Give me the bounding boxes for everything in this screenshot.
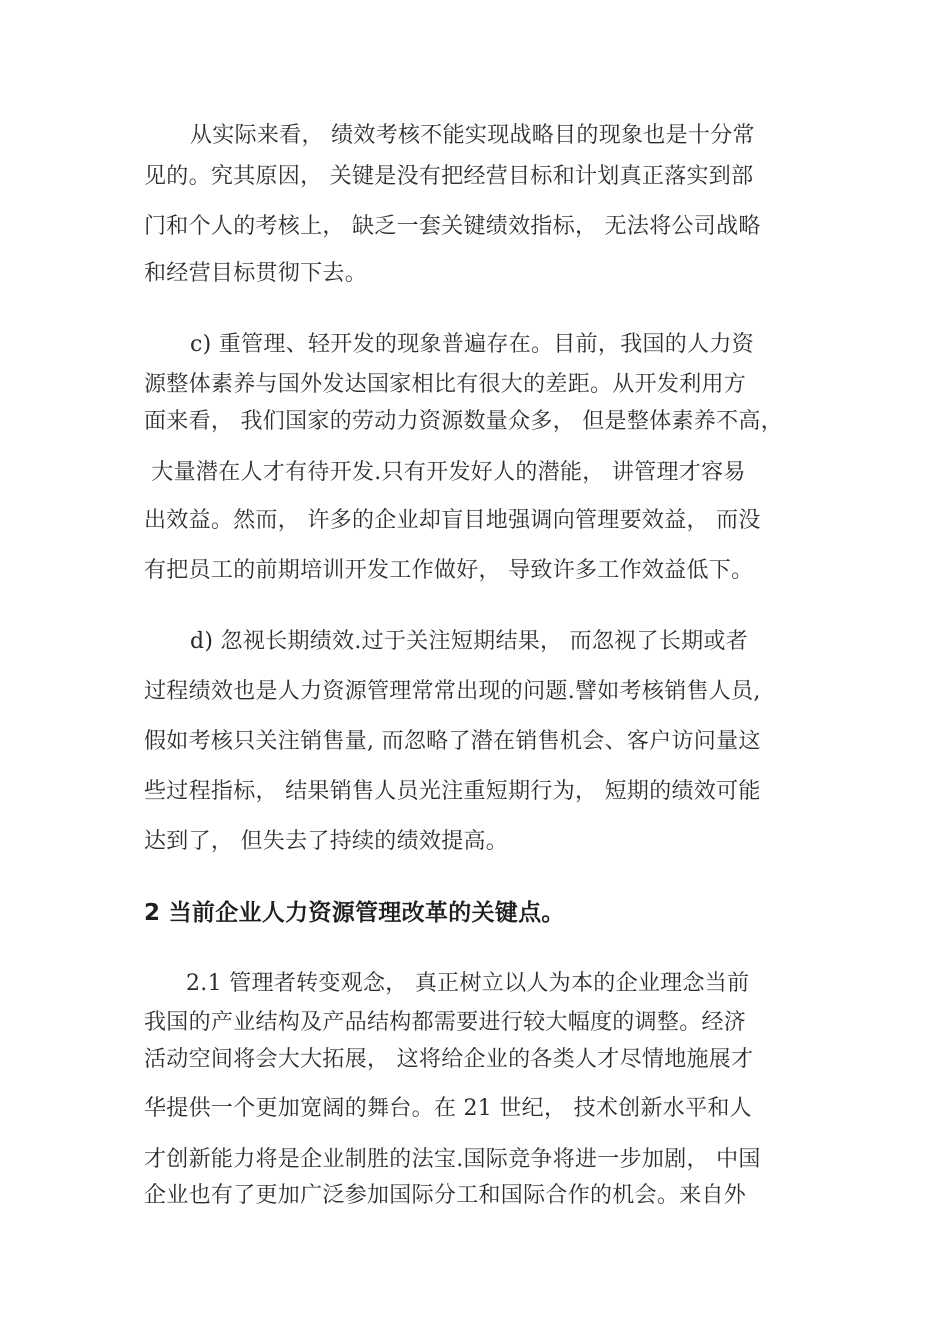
paragraph-line: 过程绩效也是人力资源管理常常出现的问题.譬如考核销售人员, xyxy=(144,679,761,704)
paragraph-line: 和经营目标贯彻下去。 xyxy=(144,261,368,286)
paragraph-line: 华提供一个更加宽阔的舞台。在 21 世纪， 技术创新水平和人 xyxy=(144,1096,752,1121)
paragraph-line: 些过程指标， 结果销售人员光注重短期行为， 短期的绩效可能 xyxy=(144,779,761,804)
paragraph-line: 企业也有了更加广泛参加国际分工和国际合作的机会。来自外 xyxy=(144,1183,747,1208)
paragraph-line: c) 重管理、轻开发的现象普遍存在。目前，我国的人力资 xyxy=(190,332,754,357)
paragraph-line: 源整体素养与国外发达国家相比有很大的差距。从开发利用方 xyxy=(144,372,747,397)
paragraph-line: 我国的产业结构及产品结构都需要进行较大幅度的调整。经济 xyxy=(144,1010,747,1035)
paragraph-line: 面来看， 我们国家的劳动力资源数量众多， 但是整体素养不高， xyxy=(144,409,783,434)
paragraph-line: 有把员工的前期培训开发工作做好， 导致许多工作效益低下。 xyxy=(144,558,754,583)
paragraph-line: 才创新能力将是企业制胜的法宝.国际竞争将进一步加剧， 中国 xyxy=(144,1147,761,1172)
paragraph-line: 门和个人的考核上， 缺乏一套关键绩效指标， 无法将公司战略 xyxy=(144,214,761,239)
paragraph-line: 假如考核只关注销售量, 而忽略了潜在销售机会、客户访问量这 xyxy=(144,729,761,754)
paragraph-line: 大量潜在人才有待开发.只有开发好人的潜能， 讲管理才容易 xyxy=(144,460,746,485)
paragraph-line: 出效益。然而， 许多的企业却盲目地强调向管理要效益， 而没 xyxy=(144,508,761,533)
section-heading: 2 当前企业人力资源管理改革的关键点。 xyxy=(144,900,565,926)
paragraph-line: 达到了， 但失去了持续的绩效提高。 xyxy=(144,829,509,854)
paragraph-line: d) 忽视长期绩效.过于关注短期结果， 而忽视了长期或者 xyxy=(190,629,749,654)
paragraph-line: 见的。究其原因， 关键是没有把经营目标和计划真正落实到部 xyxy=(144,164,754,189)
paragraph-line: 从实际来看， 绩效考核不能实现战略目的现象也是十分常 xyxy=(190,123,755,148)
paragraph-line: 活动空间将会大大拓展， 这将给企业的各类人才尽情地施展才 xyxy=(144,1047,754,1072)
paragraph-line: 2.1 管理者转变观念， 真正树立以人为本的企业理念当前 xyxy=(186,971,750,996)
